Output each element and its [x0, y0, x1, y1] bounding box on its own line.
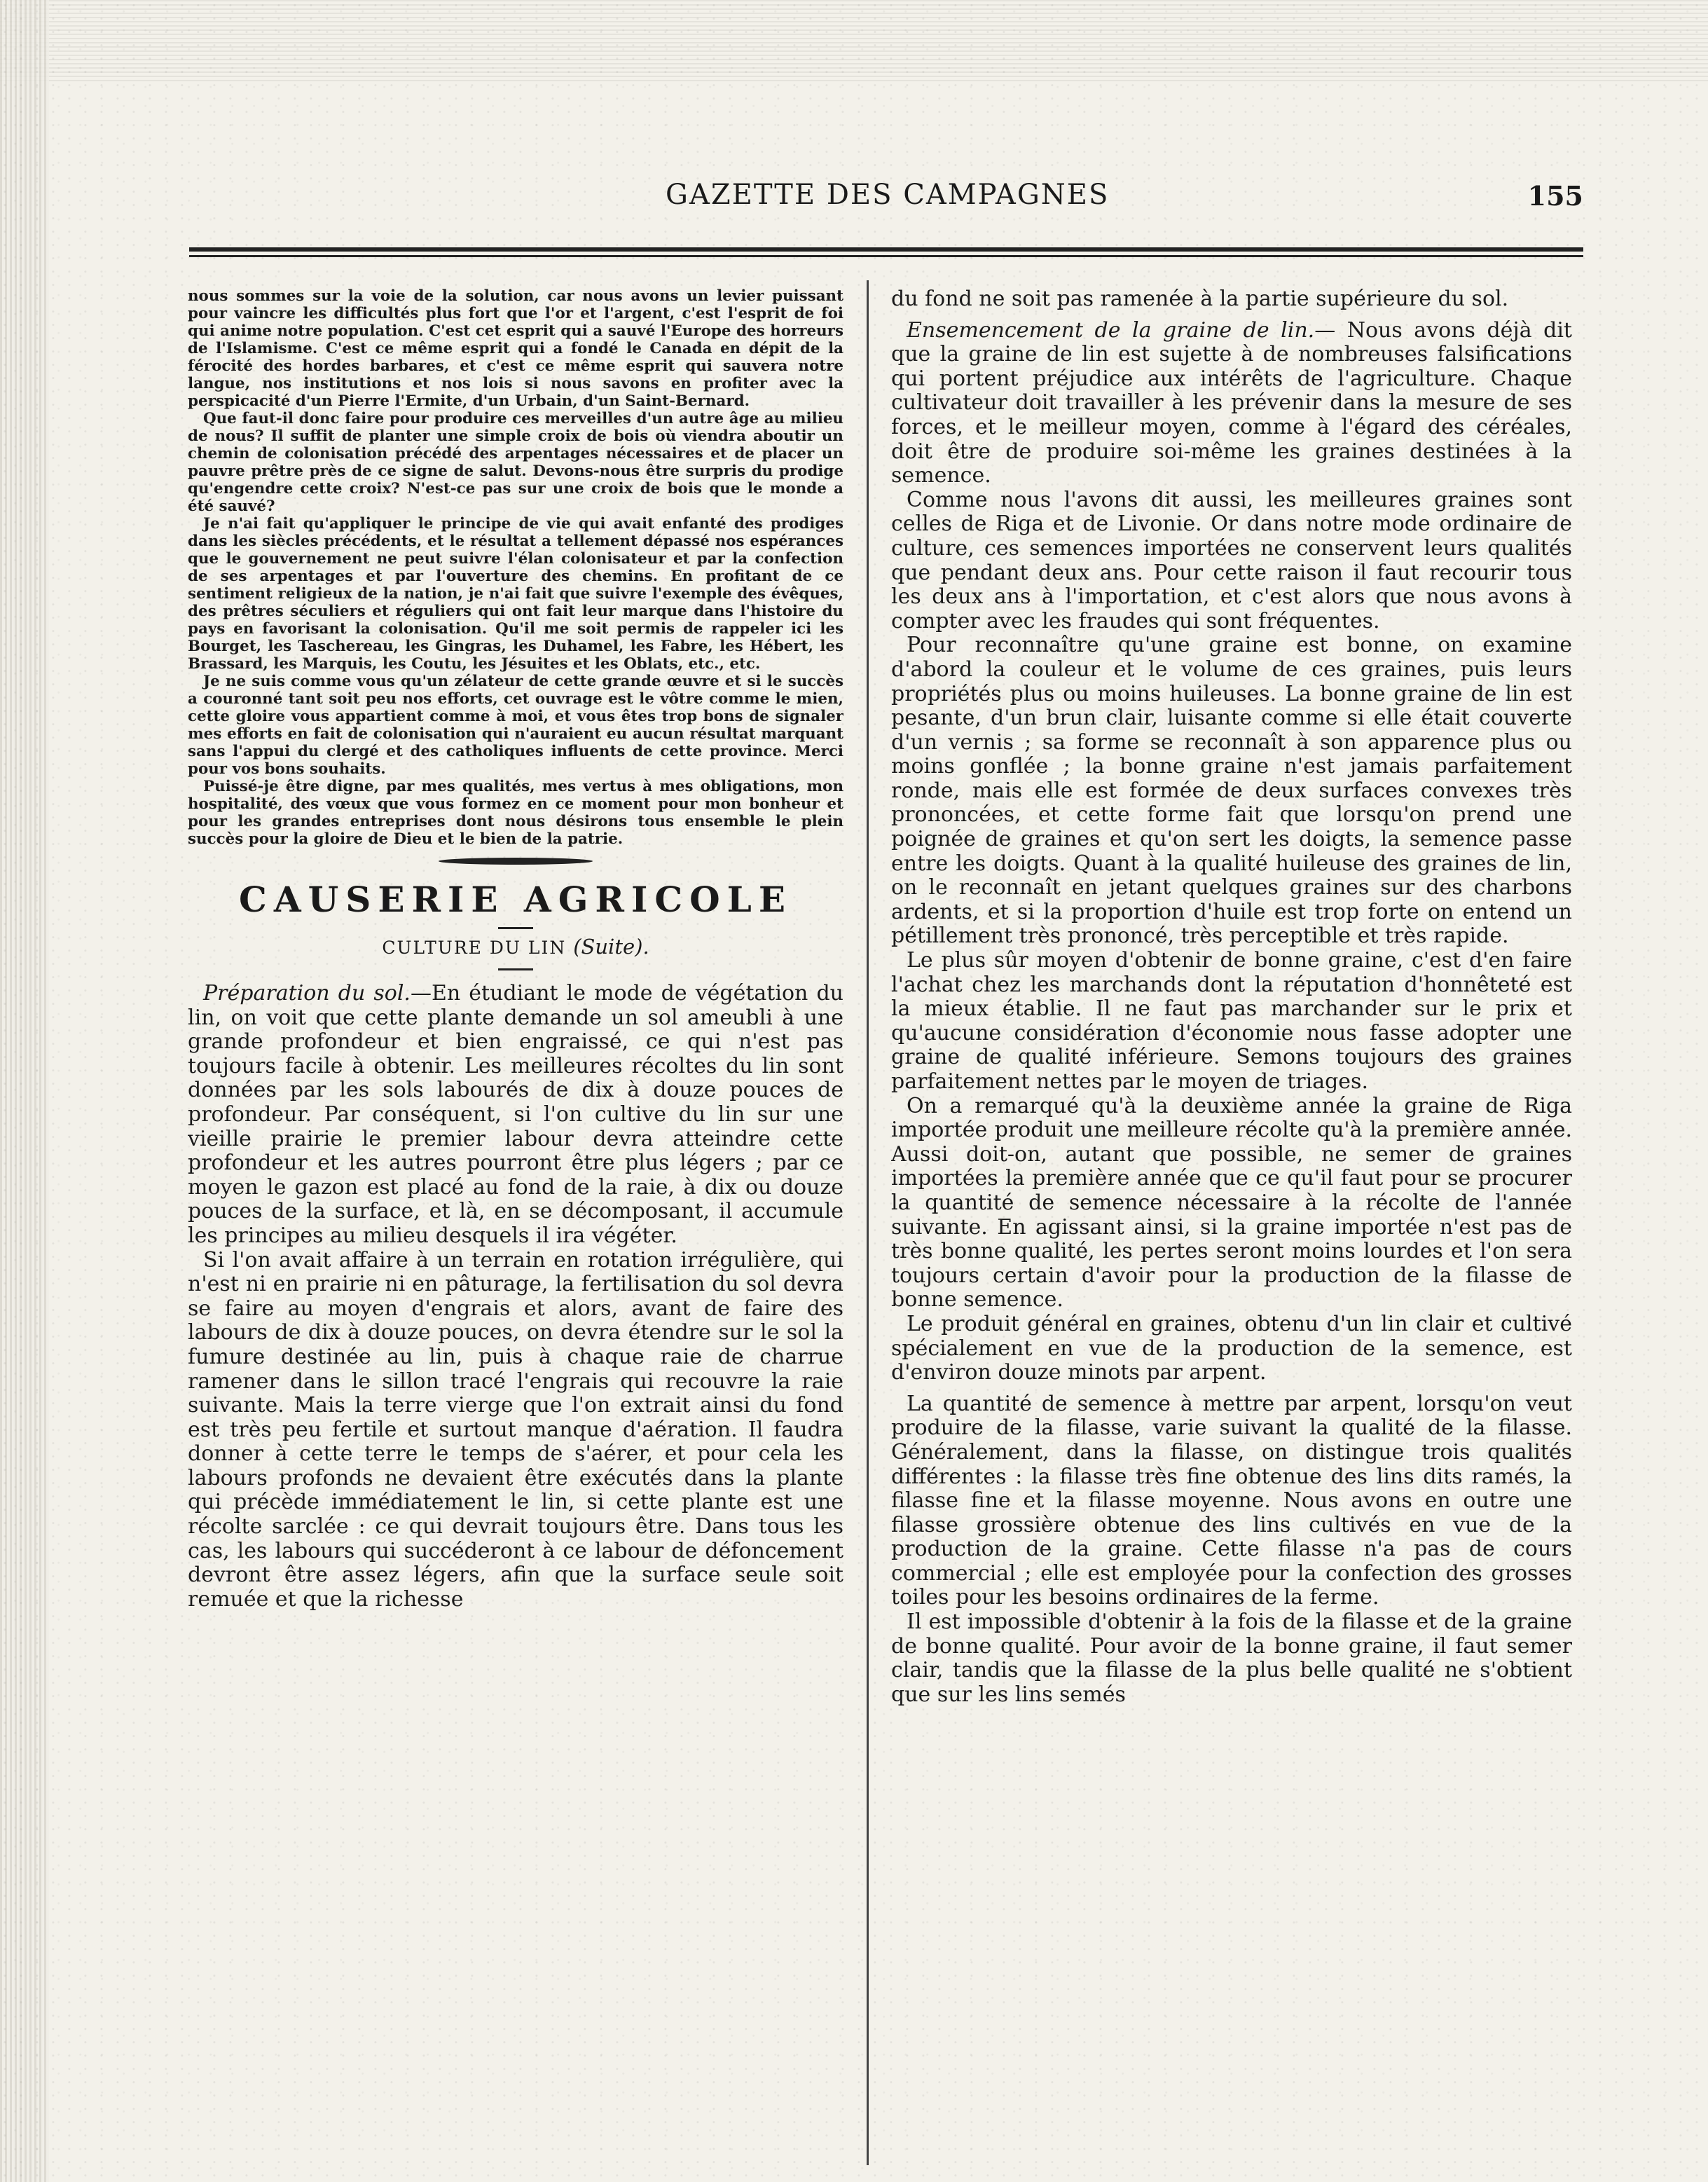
paragraph-lead: Ensemencement de la graine de lin.	[907, 317, 1315, 343]
paragraph-body: Le plus sûr moyen d'obtenir de bonne graine, c'est d'en faire l'achat chez les marchands dont la réputation d'honnêteté est la mieux établie. Il ne faut pas marchander sur le prix et qu'aucune considération d'économie nous fasse adopter une graine de qualité inférieure. Semons toujours des graines parfaitement nettes par le moyen de triages.	[891, 948, 1572, 1094]
speech-paragraph: Que faut-il donc faire pour produire ces merveilles d'un autre âge au milieu de nous? Il suffit de planter une simple croix de bois où viendra aboutir un chemin de colonisation précédé des arpentages nécessaires et de placer un pauvre prêtre près de ce signe de salut. Devons-nous être surpris du prodige qu'engendre cette croix? N'est-ce pas sur une croix de bois que le monde a été sauvé?	[188, 410, 843, 515]
subtitle-suite: (Suite).	[573, 935, 649, 959]
header-rule-thick	[189, 247, 1583, 252]
short-rule	[498, 968, 533, 970]
speech-paragraph: nous sommes sur la voie de la solution, car nous avons un levier puissant pour vaincre les difficultés plus fort que l'or et l'argent, c'est l'esprit de foi qui anime notre population. C'est cet esprit qui a sauvé l'Europe des horreurs de l'Islamisme. C'est ce même esprit qui a fondé le Canada en dépit de la férocité des hordes barbares, et c'est ce même esprit qui sauvera notre langue, nos institutions et nos lois si nous savons en profiter avec la perspicacité d'un Pierre l'Ermite, d'un Urbain, d'un Saint-Bernard.	[188, 287, 843, 410]
article-text-left	[188, 982, 843, 1612]
section-ornament	[439, 858, 593, 865]
article-paragraph	[891, 633, 1572, 949]
left-column	[188, 287, 843, 2168]
scan-top-noise	[0, 0, 1708, 84]
page-header	[182, 179, 1583, 221]
scan-left-edge	[0, 0, 49, 2182]
section-title: CAUSERIE AGRICOLE	[239, 879, 792, 920]
speech-paragraph: Je n'ai fait qu'appliquer le principe de vie qui avait enfanté des prodiges dans les siècles précédents, et le résultat a tellement dépassé nos espérances que le gouvernement ne peut suivre l'élan colonisateur et par la confection de ses arpentages et par l'ouverture des chemins. En profitant de ce sentiment religieux de la nation, je n'ai fait que suivre l'exemple des évêques, des prêtres séculiers et réguliers qui ont fait leur marque dans l'histoire du pays en favorisant la colonisation. Qu'il me soit permis de rappeler ici les Bourget, les Taschereau, les Gingras, les Duhamel, les Fabre, les Hébert, les Brassard, les Marquis, les Coutu, les Jésuites et les Oblats, etc., etc.	[188, 515, 843, 673]
paragraph-body: — Nous avons déjà dit que la graine de lin est sujette à de nombreuses falsifications qui portent préjudice aux intérêts de l'agriculture. Chaque cultivateur doit travailler à les prévenir dans la mesure de ses forces, et le meilleur moyen, comme à l'égard des céréales, doit être de produire soi-même les graines destinées à la semence.	[891, 317, 1572, 488]
paragraph-body: Le produit général en graines, obtenu d'un lin clair et cultivé spécialement en vue de la production de la semence, est d'environ douze minots par arpent.	[891, 1311, 1572, 1385]
article-paragraph	[891, 1392, 1572, 1610]
speech-paragraph: Je ne suis comme vous qu'un zélateur de cette grande œuvre et si le succès a couronné tant soit peu nos efforts, cet ouvrage est le vôtre comme le mien, cette gloire vous appartient comme à moi, et vous êtes trop bons de signaler mes efforts en fait de colonisation qui n'auraient eu aucun résultat marquant sans l'appui du clergé et des catholiques influents de cette province. Merci pour vos bons souhaits.	[188, 673, 843, 778]
page-number: 155	[1527, 180, 1583, 212]
paragraph-body: Comme nous l'avons dit aussi, les meilleures graines sont celles de Riga et de Livonie. Or dans notre mode ordinaire de culture, ces semences importées ne conservent leurs qualités que pendant deux ans. Pour cette raison il faut recourir tous les deux ans à l'importation, et c'est alors que nous avons à compter avec les fraudes qui sont fréquentes.	[891, 487, 1572, 633]
speech-text	[188, 287, 843, 848]
subtitle-main: CULTURE DU LIN	[382, 938, 567, 958]
right-column	[891, 287, 1572, 2168]
article-subtitle	[188, 935, 843, 959]
paragraph-body: —En étudiant le mode de végétation du lin, on voit que cette plante demande un sol ameubli à une grande profondeur et bien engraissé, ce qui n'est pas toujours facile à obtenir. Les meilleures récoltes du lin sont données par les sols labourés de dix à douze pouces de profondeur. Par conséquent, si l'on cultive du lin sur une vieille prairie le premier labour devra atteindre cette profondeur et les autres pourront être plus légers ; par ce moyen le gazon est placé au fond de la raie, à dix ou douze pouces de la surface, et là, en se décomposant, il accumule les principes au milieu desquels il ira végéter.	[188, 981, 843, 1248]
article-text-right	[891, 287, 1572, 1707]
paragraph-body: On a remarqué qu'à la deuxième année la graine de Riga importée produit une meilleure récolte qu'à la première année. Aussi doit-on, autant que possible, ne semer de graines importées la première année que ce qu'il faut pour se procurer la quantité de semence nécessaire à la récolte de l'année suivante. En agissant ainsi, si la graine importée n'est pas de très bonne qualité, les pertes seront moins lourdes et l'on sera toujours certain d'avoir pour la production de la filasse de bonne semence.	[891, 1093, 1572, 1312]
article-paragraph	[891, 1312, 1572, 1385]
header-rule-thin	[189, 255, 1583, 257]
article-paragraph	[188, 982, 843, 1249]
running-title: GAZETTE DES CAMPAGNES	[666, 179, 1110, 211]
column-divider	[867, 280, 869, 2165]
article-paragraph	[891, 319, 1572, 488]
article-paragraph	[891, 1095, 1572, 1312]
paragraph-body: La quantité de semence à mettre par arpent, lorsqu'on veut produire de la filasse, varie suivant la qualité de la filasse. Généralement, dans la filasse, on distingue trois qualités différentes : la filasse très fine obtenue des lins dits ramés, la filasse fine et la filasse moyenne. Nous avons en outre une filasse grossière obtenue des lins cultivés en vue de la production de la graine. Cette filasse n'a pas de cours commercial ; elle est employée pour la confection des grosses toiles pour les besoins ordinaires de la ferme.	[891, 1391, 1572, 1610]
article-paragraph	[891, 488, 1572, 634]
paragraph-body: Si l'on avait affaire à un terrain en rotation irrégulière, qui n'est ni en prairie ni en pâturage, la fertilisation du sol devra se faire au moyen d'engrais et alors, avant de faire des labours de dix à douze pouces, on devra étendre sur le sol la fumure destinée au lin, puis à chaque raie de charrue ramener dans le sillon tracé l'engrais qui recouvre la raie suivante. Mais la terre vierge que l'on extrait ainsi du fond est très peu fertile et surtout manque d'aération. Il faudra donner à cette terre le temps de s'aérer, et pour cela les labours profonds ne devaient être exécutés dans la plante qui précède immédiatement le lin, si cette plante est une récolte sarclée : ce qui devrait toujours être. Dans tous les cas, les labours qui succéderont à ce labour de défoncement devront être assez légers, afin que la surface seule soit remuée et que la richesse	[188, 1247, 843, 1612]
paragraph-body: Il est impossible d'obtenir à la fois de la filasse et de la graine de bonne qualité. Pour avoir de la bonne graine, il faut semer clair, tandis que la filasse de la plus belle qualité ne s'obtient que sur les lins semés	[891, 1610, 1572, 1707]
speech-paragraph: Puissé-je être digne, par mes qualités, mes vertus à mes obligations, mon hospitalité, des vœux que vous formez en ce moment pour mon bonheur et pour les grandes entreprises dont nous désirons tous ensemble le plein succès pour la gloire de Dieu et le bien de la patrie.	[188, 778, 843, 848]
article-paragraph	[188, 1249, 843, 1612]
paragraph-body: Pour reconnaître qu'une graine est bonne, on examine d'abord la couleur et le volume de ces graines, puis leurs propriétés plus ou moins huileuses. La bonne graine de lin est pesante, d'un brun clair, luisante comme si elle était couverte d'un vernis ; sa forme se reconnaît à son apparence plus ou moins gonflée ; la bonne graine n'est jamais parfaitement ronde, mais elle est formée de deux surfaces convexes très prononcées, et cette forme fait que lorsqu'on prend une poignée de graines et qu'on sert les doigts, la semence passe entre les doigts. Quant à la qualité huileuse des graines de lin, on le reconnaît en jetant quelques graines sur des charbons ardents, et si la proportion d'huile est trop forte on entend un pétillement très prononcé, très perceptible et très rapide.	[891, 633, 1572, 949]
article-paragraph	[891, 1610, 1572, 1707]
article-paragraph	[891, 287, 1572, 312]
paragraph-lead: Préparation du sol.	[203, 981, 411, 1006]
short-rule	[498, 927, 533, 929]
article-paragraph	[891, 949, 1572, 1095]
paragraph-body: du fond ne soit pas ramenée à la partie supérieure du sol.	[891, 287, 1509, 311]
